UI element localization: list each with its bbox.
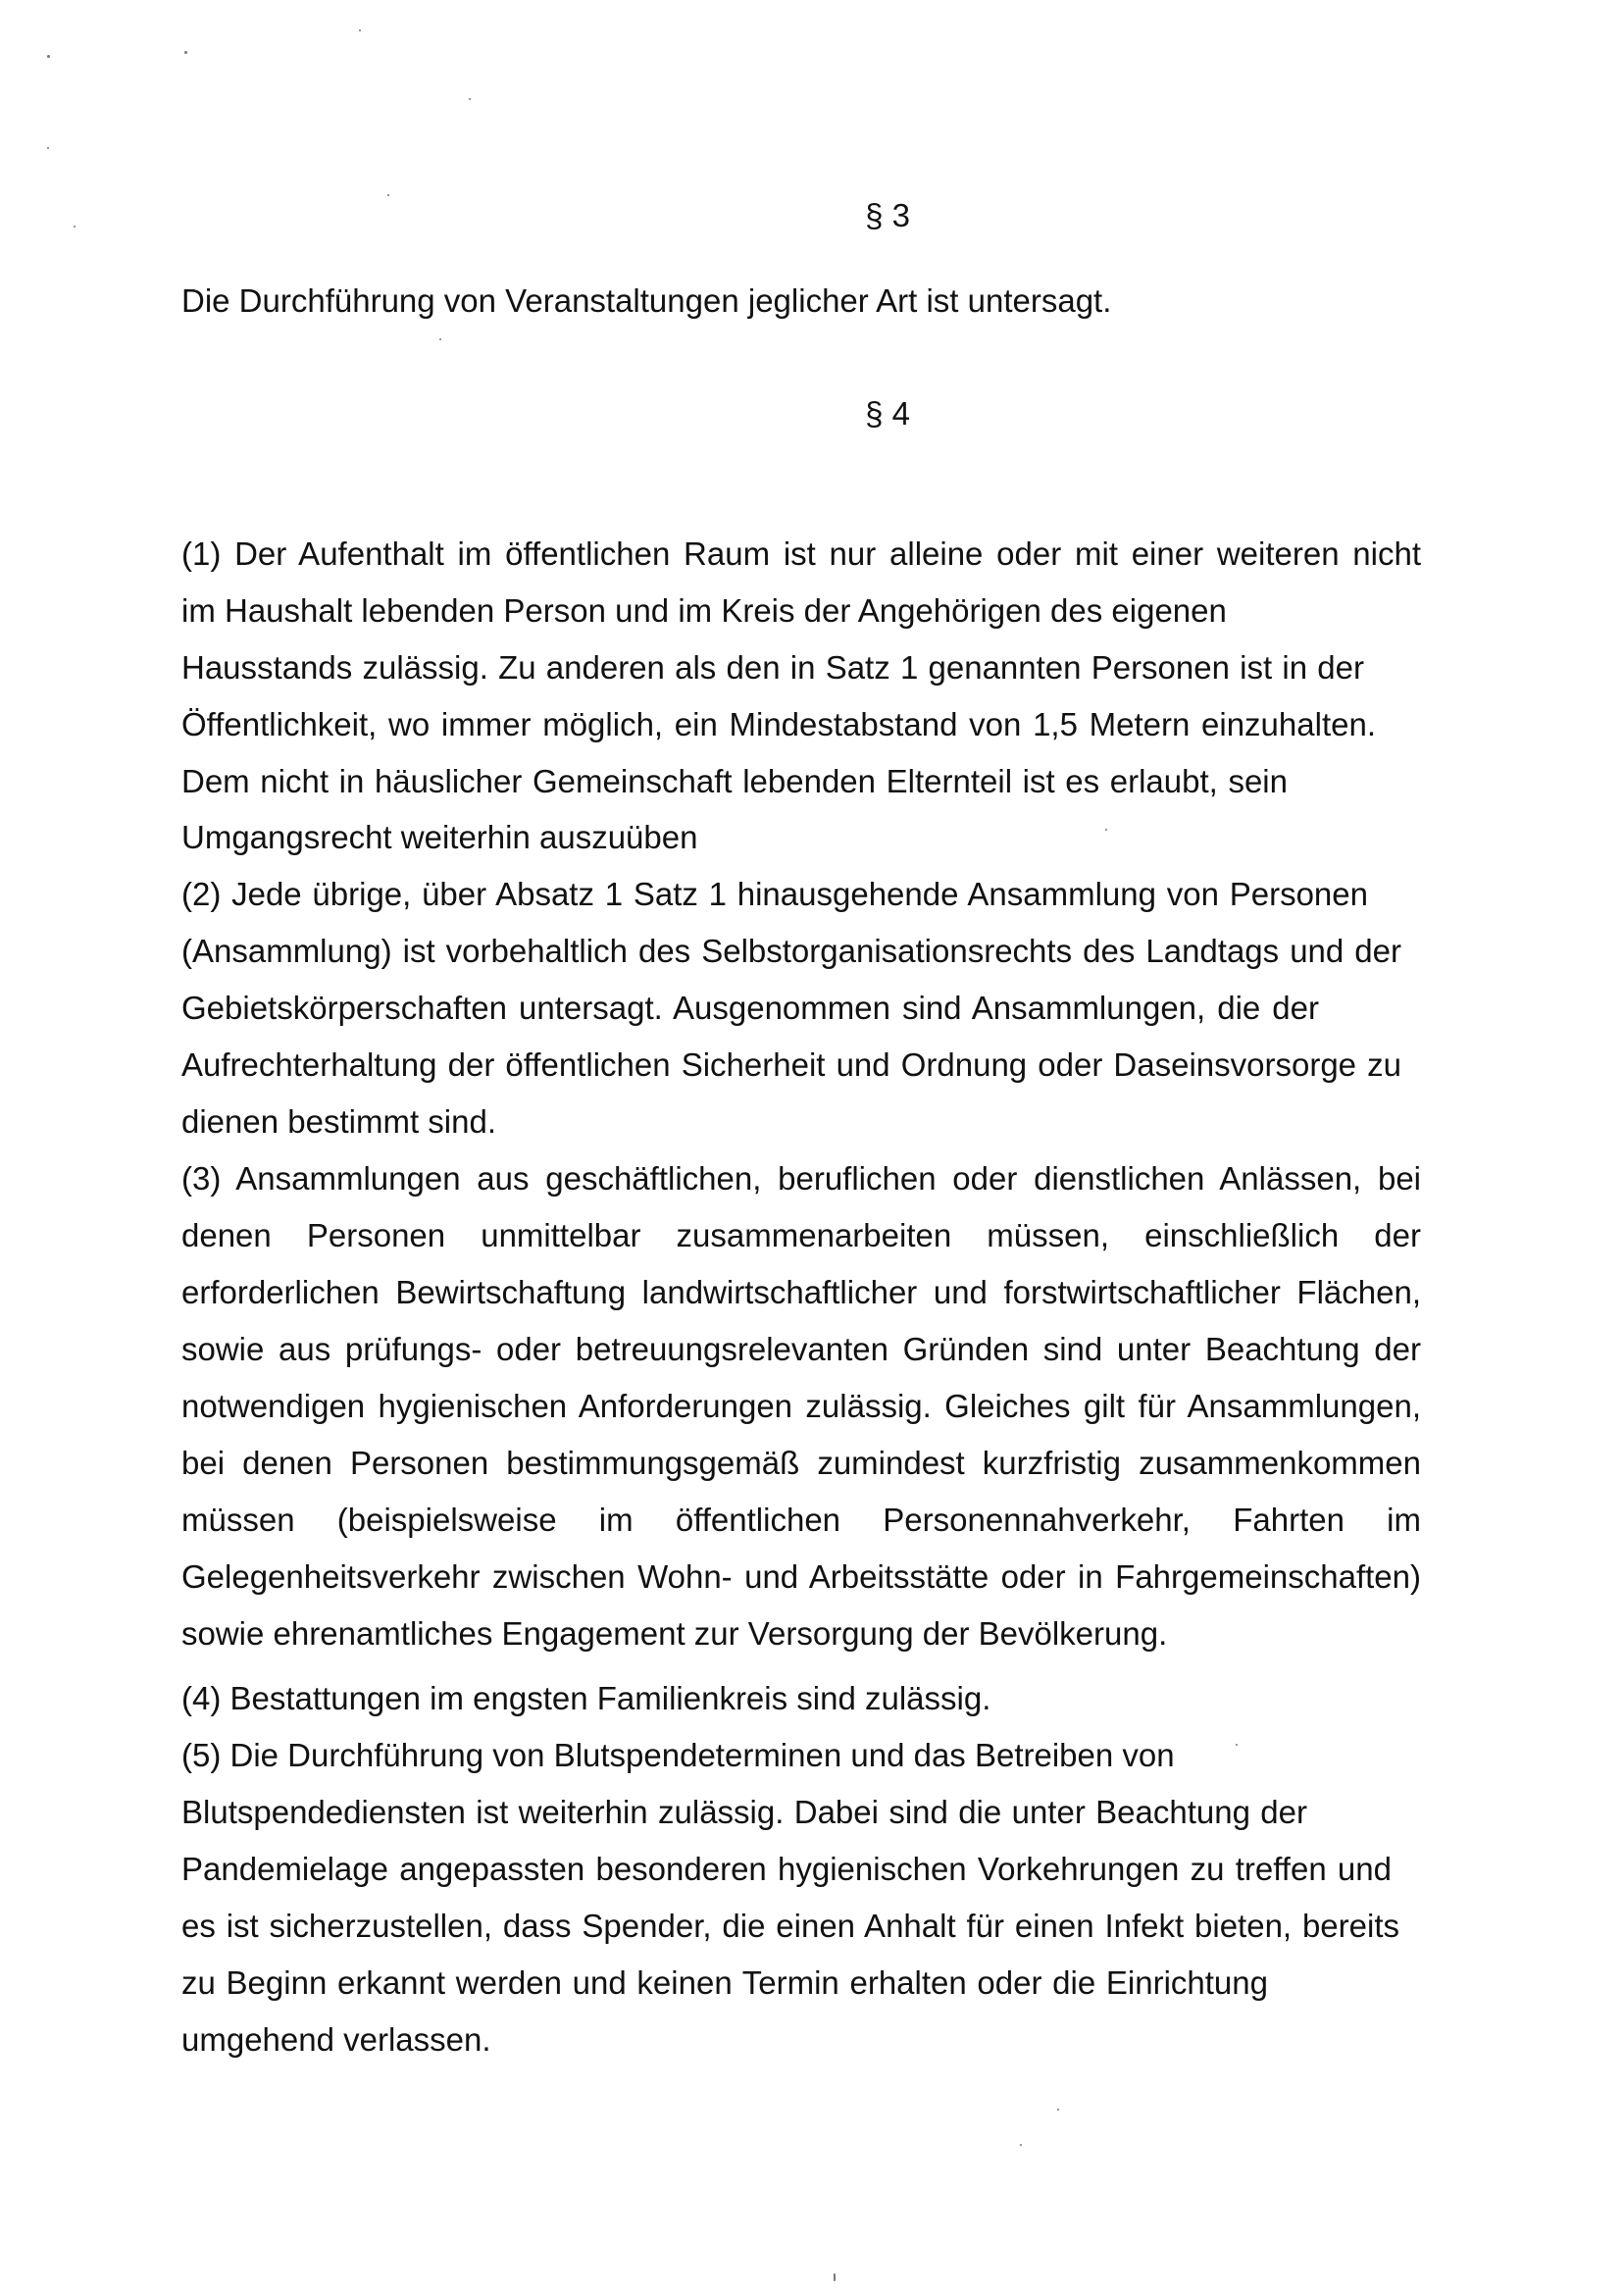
paragraph-line: (Ansammlung) ist vorbehaltlich des Selbstorganisationsrechts des Landtags und der	[181, 933, 1401, 969]
section-heading-3-text: § 3	[865, 197, 910, 233]
paragraph-line: umgehend verlassen.	[181, 2021, 491, 2058]
section-heading-4-text: § 4	[865, 395, 910, 432]
paragraph-line: (5) Die Durchführung von Blutspendeterminen und das Betreiben von	[181, 1737, 1175, 1773]
paragraph-line: Gebietskörperschaften untersagt. Ausgenommen sind Ansammlungen, die der	[181, 990, 1319, 1026]
paragraph-line: Blutspendediensten ist weiterhin zulässig. Dabei sind die unter Beachtung der	[181, 1794, 1307, 1830]
paragraph-line: (1) Der Aufenthalt im öffentlichen Raum ist nur alleine oder mit einer weiteren nicht	[181, 535, 1421, 572]
scan-speck	[1105, 829, 1107, 831]
paragraph-line: (2) Jede übrige, über Absatz 1 Satz 1 hinausgehende Ansammlung von Personen	[181, 876, 1368, 912]
paragraph-line: dienen bestimmt sind.	[181, 1103, 496, 1140]
paragraph-line: (3) Ansammlungen aus geschäftlichen, beruflichen oder dienstlichen Anlässen, bei	[181, 1160, 1421, 1197]
paragraph-line: denen Personen unmittelbar zusammenarbeiten müssen, einschließlich der	[181, 1217, 1421, 1253]
section-heading-3	[0, 196, 1624, 235]
section-heading-4	[0, 394, 1624, 433]
paragraph-line: Hausstands zulässig. Zu anderen als den in Satz 1 genannten Personen ist in der	[181, 649, 1364, 686]
scan-speck	[439, 338, 441, 340]
paragraph-line: (4) Bestattungen im engsten Familienkreis sind zulässig.	[181, 1680, 991, 1716]
paragraph-line: Gelegenheitsverkehr zwischen Wohn- und Arbeitsstätte oder in Fahrgemeinschaften)	[181, 1558, 1421, 1595]
paragraph-line: müssen (beispielsweise im öffentlichen Personennahverkehr, Fahrten im	[181, 1502, 1421, 1538]
section-3-text: Die Durchführung von Veranstaltungen jeglicher Art ist untersagt.	[181, 282, 1112, 319]
scan-speck	[469, 98, 471, 100]
scan-speck	[834, 2273, 836, 2281]
scan-speck	[1057, 2109, 1059, 2111]
paragraph-line: notwendigen hygienischen Anforderungen zulässig. Gleiches gilt für Ansammlungen,	[181, 1388, 1421, 1424]
scan-speck	[47, 55, 50, 58]
paragraph-line: zu Beginn erkannt werden und keinen Termin erhalten oder die Einrichtung	[181, 1964, 1268, 2001]
paragraph-line: Aufrechterhaltung der öffentlichen Sicherheit und Ordnung oder Daseinsvorsorge zu	[181, 1046, 1401, 1083]
paragraph-line: Dem nicht in häuslicher Gemeinschaft lebenden Elternteil ist es erlaubt, sein	[181, 763, 1288, 799]
paragraph-line: erforderlichen Bewirtschaftung landwirtschaftlicher und forstwirtschaftlicher Flächen,	[181, 1274, 1421, 1310]
paragraph-line: Umgangsrecht weiterhin auszuüben	[181, 819, 698, 855]
paragraph-line: bei denen Personen bestimmungsgemäß zumindest kurzfristig zusammenkommen	[181, 1445, 1421, 1481]
paragraph-line: sowie ehrenamtliches Engagement zur Versorgung der Bevölkerung.	[181, 1615, 1168, 1652]
paragraph-line: sowie aus prüfungs- oder betreuungsrelevanten Gründen sind unter Beachtung der	[181, 1331, 1421, 1367]
paragraph-line: im Haushalt lebenden Person und im Kreis der Angehörigen des eigenen	[181, 592, 1227, 629]
scan-speck	[47, 147, 49, 149]
paragraph-line: Pandemielage angepassten besonderen hygienischen Vorkehrungen zu treffen und	[181, 1851, 1392, 1887]
paragraph-line: es ist sicherzustellen, dass Spender, die einen Anhalt für einen Infekt bieten, bereits	[181, 1908, 1399, 1944]
scan-speck	[1236, 1744, 1238, 1746]
scan-speck	[184, 51, 187, 54]
scan-speck	[1020, 2144, 1022, 2146]
paragraph-line: Öffentlichkeit, wo immer möglich, ein Mindestabstand von 1,5 Metern einzuhalten.	[181, 706, 1376, 742]
scan-speck	[359, 29, 361, 31]
